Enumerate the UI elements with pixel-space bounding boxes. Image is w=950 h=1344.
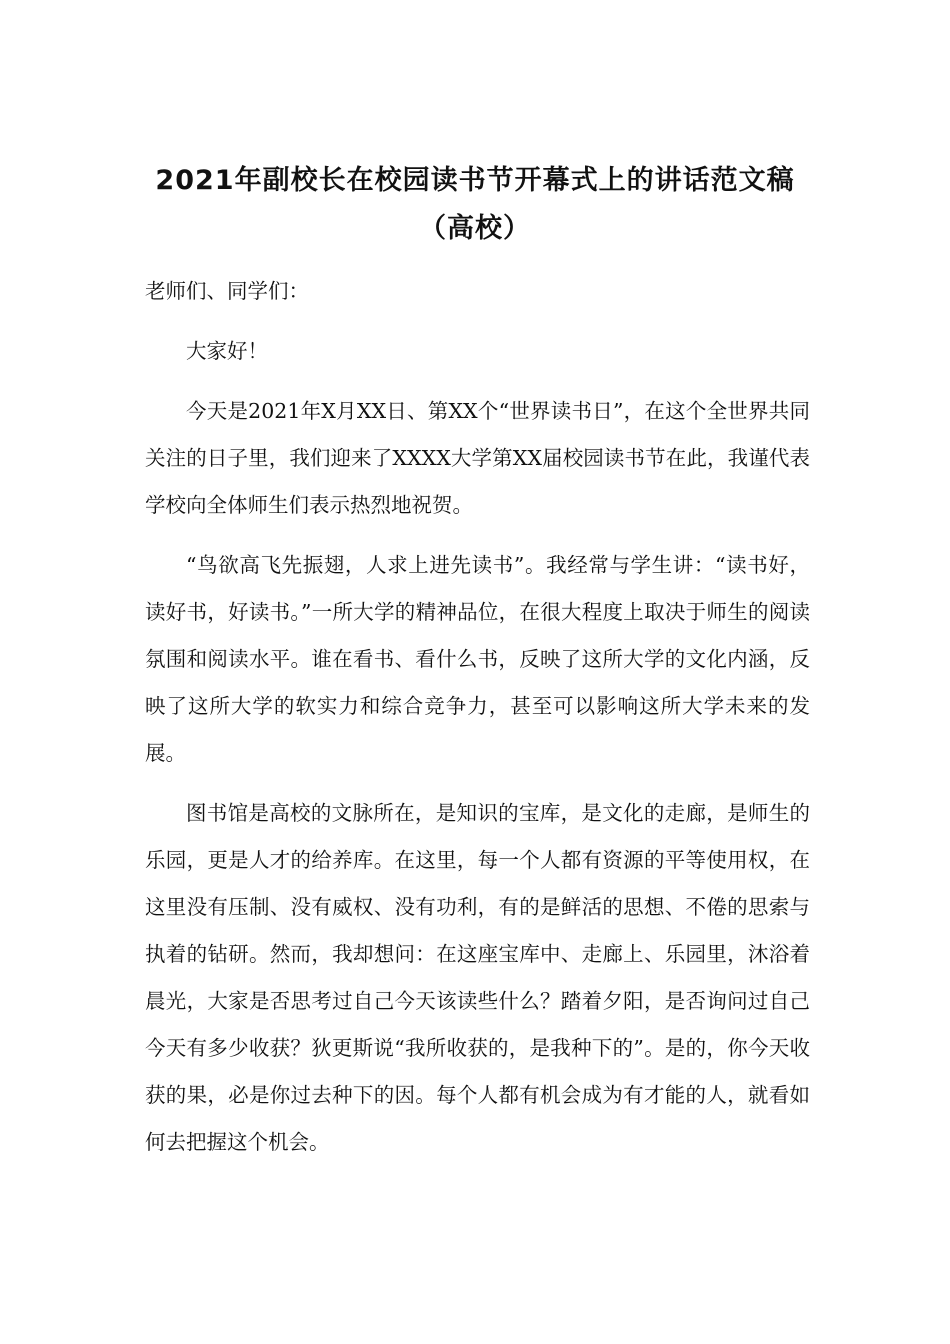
salutation: 老师们、同学们： <box>145 279 309 303</box>
paragraph-reading-quote: “鸟欲高飞先振翅，人求上进先读书”。我经常与学生讲：“读书好，读好书，好读书。”一所大学的精神品位，在很大程度上取决于师生的阅读氛围和阅读水平。谁在看书、看什么书，反映了这所大学的文化内涵，反映了这所大学的软实力和综合竞争力，甚至可以影响这所大学未来的发展。 <box>145 553 810 765</box>
paragraph-library: 图书馆是高校的文脉所在，是知识的宝库，是文化的走廊，是师生的乐园，更是人才的给养库。在这里，每一个人都有资源的平等使用权，在这里没有压制、没有威权、没有功利，有的是鲜活的思想、不倦的思索与执着的钻研。然而，我却想问：在这座宝库中、走廊上、乐园里，沐浴着晨光，大家是否思考过自己今天该读些什么？踏着夕阳，是否询问过自己今天有多少收获？狄更斯说“我所收获的，是我种下的”。是的，你今天收获的果，必是你过去种下的因。每个人都有机会成为有才能的人，就看如何去把握这个机会。 <box>145 801 810 1154</box>
document-title-subtitle: （高校） <box>419 213 531 244</box>
paragraph-world-reading-day: 今天是2021年X月XX日、第XX个“世界读书日”，在这个全世界共同关注的日子里，我们迎来了XXXX大学第XX届校园读书节在此，我谨代表学校向全体师生们表示热烈地祝贺。 <box>145 399 810 517</box>
greeting-paragraph: 大家好！ <box>186 339 268 363</box>
document-body <box>145 268 810 1179</box>
document-title: 2021年副校长在校园读书节开幕式上的讲话范文稿 <box>155 165 795 196</box>
